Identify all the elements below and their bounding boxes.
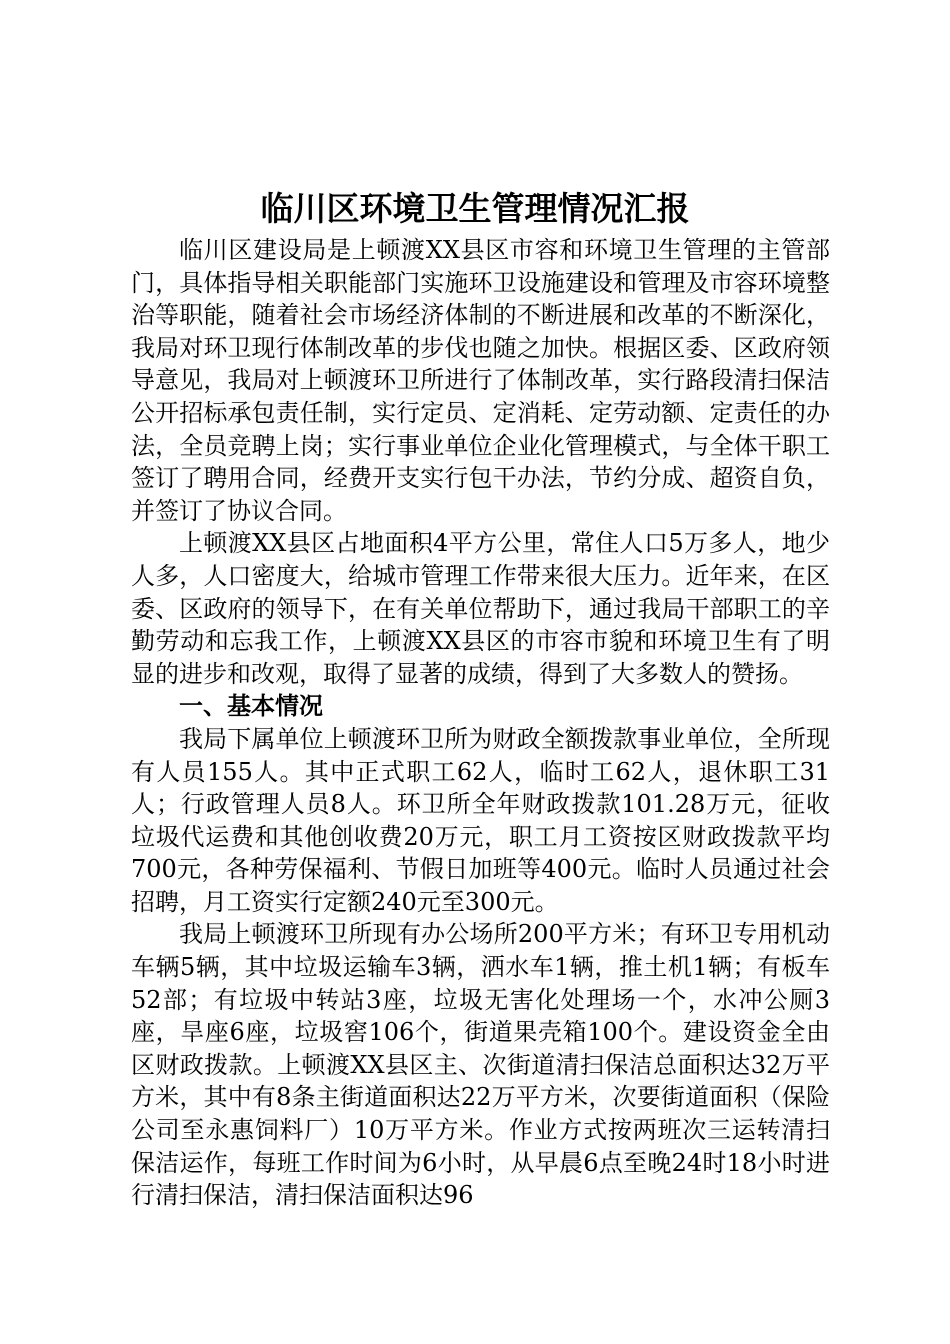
section-paragraph-2: 我局上顿渡环卫所现有办公场所200平方米；有环卫专用机动车辆5辆，其中垃圾运输车3辆，洒水车1辆，推土机1辆；有板车52部；有垃圾中转站3座，垃圾无害化处理场一个，水冲公厕3座，旱座6座，垃圾窖106个，街道果壳箱100个。建设资金全由区财政拨款。上顿渡XX县区主、次街道清扫保洁总面积达32万平方米，其中有8条主街道面积达22万平方米，次要街道面积（保险公司至永惠饲料厂）10万平方米。作业方式按两班次三运转清扫保洁运作，每班工作时间为6小时，从早晨6点至晚24时18小时进行清扫保洁，清扫保洁面积达96 <box>131 920 830 1210</box>
intro-paragraph-2: 上顿渡XX县区占地面积4平方公里，常住人口5万多人，地少人多，人口密度大，给城市管理工作带来很大压力。近年来，在区委、区政府的领导下，在有关单位帮助下，通过我局干部职工的辛勤劳动和忘我工作，上顿渡XX县区的市容市貌和环境卫生有了明显的进步和改观，取得了显著的成绩，得到了大多数人的赞扬。 <box>131 529 830 688</box>
intro-paragraph-1: 临川区建设局是上顿渡XX县区市容和环境卫生管理的主管部门，具体指导相关职能部门实施环卫设施建设和管理及市容环境整治等职能，随着社会市场经济体制的不断进展和改革的不断深化，我局对环卫现行体制改革的步伐也随之加快。根据区委、区政府领导意见，我局对上顿渡环卫所进行了体制改革，实行路段清扫保洁公开招标承包责任制，实行定员、定消耗、定劳动额、定责任的办法，全员竞聘上岗；实行事业单位企业化管理模式，与全体干职工签订了聘用合同，经费开支实行包干办法，节约分成、超资自负，并签订了协议合同。 <box>131 236 830 525</box>
section-heading-basic-situation: 一、基本情况 <box>179 691 323 721</box>
document-title: 临川区环境卫生管理情况汇报 <box>260 189 690 228</box>
document-body <box>131 234 830 1212</box>
section-paragraph-1: 我局下属单位上顿渡环卫所为财政全额拨款事业单位，全所现有人员155人。其中正式职工62人，临时工62人，退休职工31人；行政管理人员8人。环卫所全年财政拨款101.28万元，征收垃圾代运费和其他创收费20万元，职工月工资按区财政拨款平均700元，各种劳保福利、节假日加班等400元。临时人员通过社会招聘，月工资实行定额240元至300元。 <box>131 724 830 916</box>
